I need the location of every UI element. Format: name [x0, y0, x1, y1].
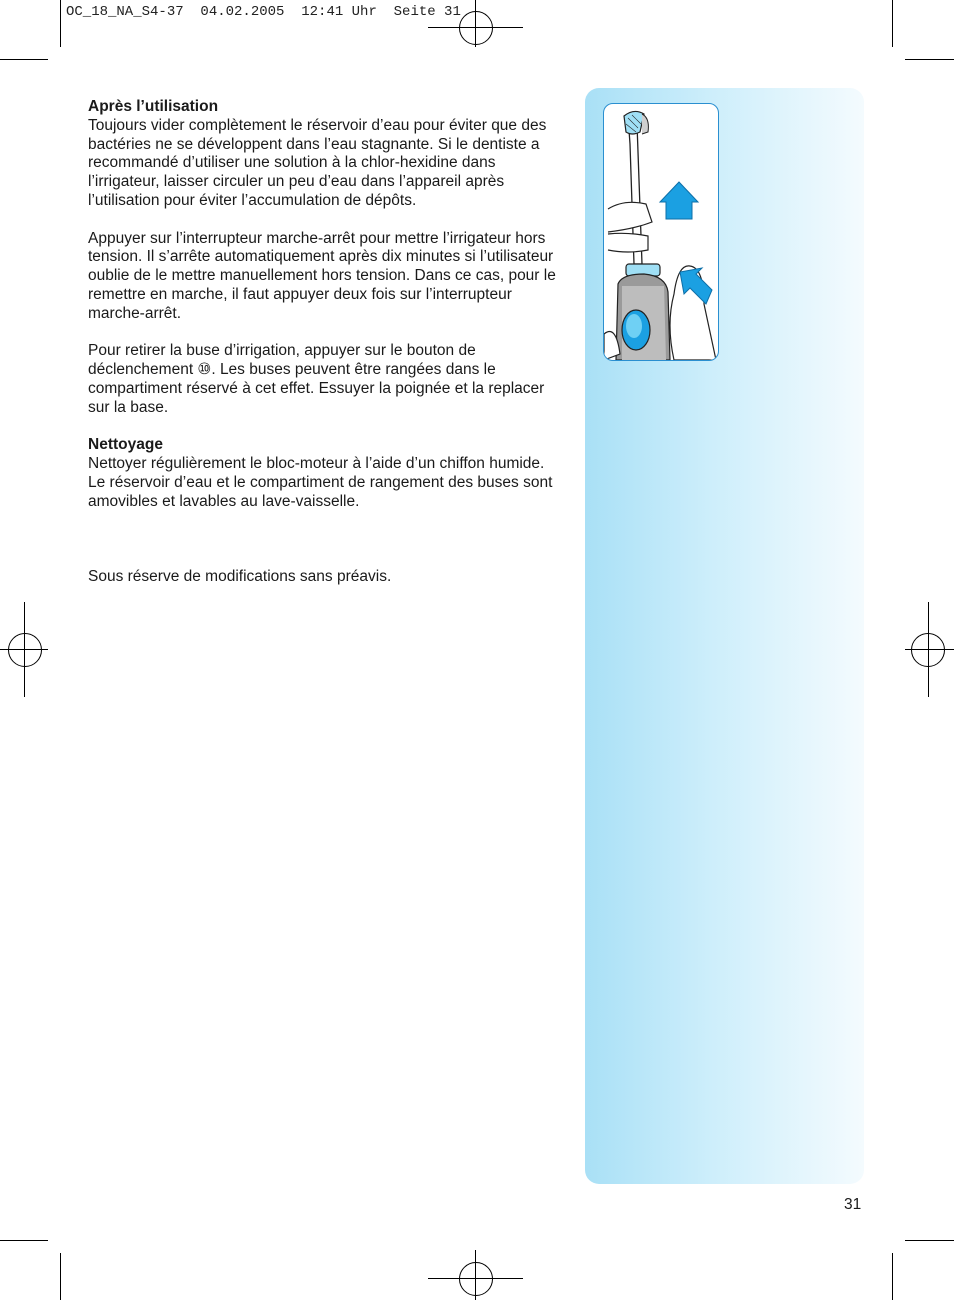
section-text: Pour retirer la buse d’irrigation, appuyer sur le bouton de déclenchement ⑩. Les buses peuvent être rangées dans le compartiment réservé à cet effet. Essuyer la poignée et la replacer sur la base. — [88, 342, 545, 416]
footnote: Sous réserve de modifications sans préavis. — [88, 567, 392, 585]
crop-mark — [905, 59, 954, 60]
section-text: Toujours vider complètement le réservoir d’eau pour éviter que des bactéries ne se développent dans l’eau stagnante. Si le dentiste a recommandé d’utiliser une solution à la chlor-hexidine dans l’irrigateur, laisser circuler un peu d’eau dans l’appareil après l’utilisation pour éviter l’accumulation de dépôts. — [88, 116, 547, 209]
crop-mark — [892, 1253, 893, 1300]
section-cleaning — [88, 436, 558, 511]
illustration-frame — [603, 103, 719, 361]
crop-mark — [60, 0, 61, 47]
section-after-use — [88, 98, 558, 211]
page-number: 31 — [844, 1196, 862, 1213]
crop-mark — [905, 1240, 954, 1241]
body-text — [88, 98, 558, 605]
section-text: Nettoyer régulièrement le bloc-moteur à l’aide d’un chiffon humide. Le réservoir d’eau et le compartiment de rangement des buses sont amovibles et lavables au lave-vaisselle. — [88, 455, 553, 510]
section-text: Appuyer sur l’interrupteur marche-arrêt pour mettre l’irrigateur hors tension. Il s’arrête automatiquement après dix minutes si l’utilisateur oublie de le mettre manuellement hors tension. Dans ce cas, pour le remettre en marche, il faut appuyer deux fois sur l’interrupteur marche-arrêt. — [88, 229, 556, 322]
crop-mark — [0, 1240, 48, 1241]
crop-mark — [0, 59, 48, 60]
print-header: OC_18_NA_S4-37 04.02.2005 12:41 Uhr Seite 31 — [66, 4, 461, 20]
crop-mark — [892, 0, 893, 47]
section-heading: Nettoyage — [88, 436, 163, 454]
nozzle-release-illustration — [604, 104, 718, 360]
section-remove-nozzle — [88, 342, 558, 417]
section-heading: Après l’utilisation — [88, 98, 219, 115]
arrow-up-icon — [660, 182, 698, 219]
crop-mark — [60, 1253, 61, 1300]
section-power-off — [88, 230, 558, 324]
